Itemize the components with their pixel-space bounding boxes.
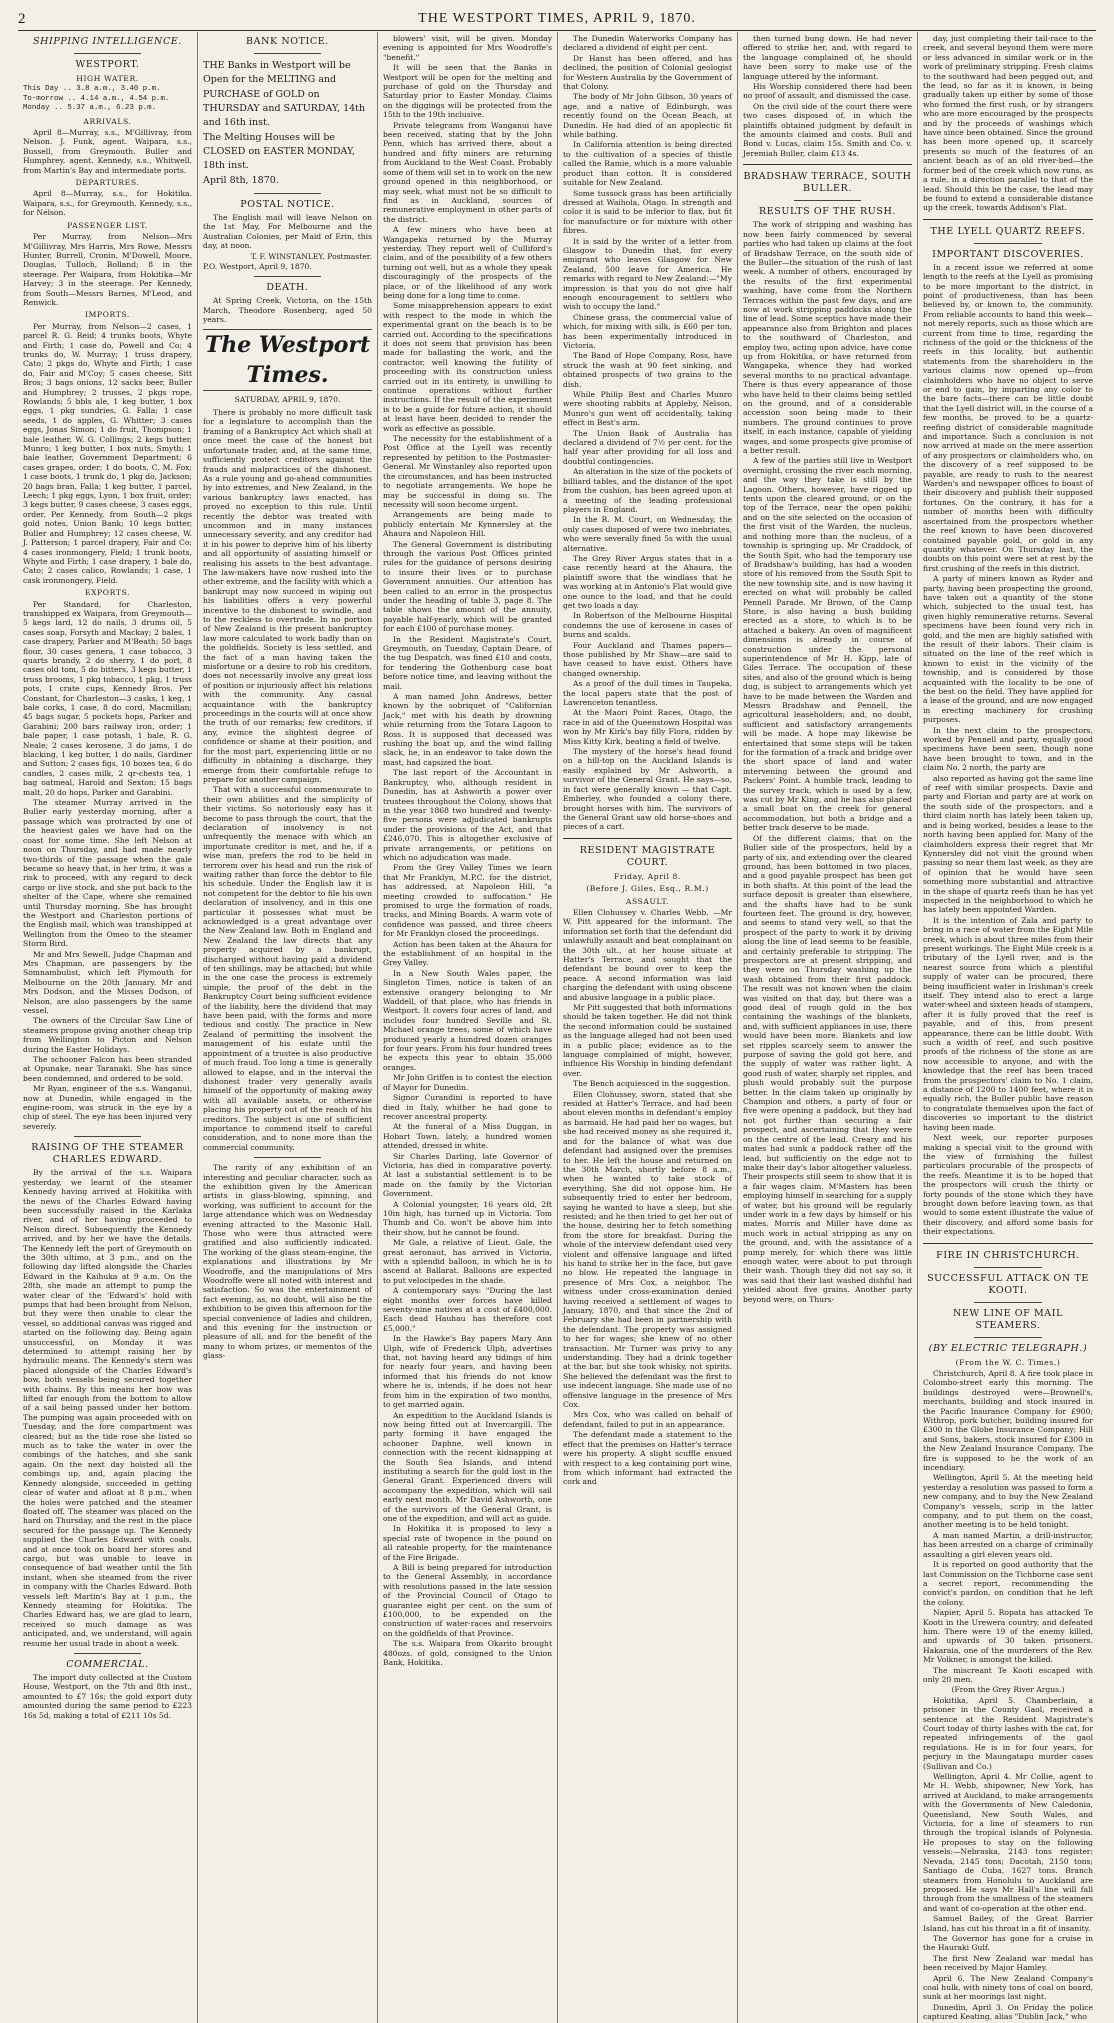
news-paragraph: The Union Bank of Australia has declared a dividend of 7½ per cent. for the half year after providing for all loss and doubtful contingencies. <box>563 428 732 466</box>
news-paragraph: A few miners who have been at Wangapeka returned by the Murray yesterday. They report well of Culliford's claim, and of the possibility of a few others turning out well, but as a whole they speak discouragingly of the prospects of the place, or of the likelihood of any work being done for a long time to come. <box>383 225 552 300</box>
news-paragraph: It will be seen that the Banks in Westport will be open for the melting and purchase of gold on the Thursday and Saturday prior to Easter Monday. Claims on the diggings will be protected from the 15th to the 19th inclusive. <box>383 63 552 120</box>
news-paragraph: A man named John Andrews, better known by the sobriquet of "Californian Jack," met with his death by drowning while returning from the Totara Lagoon to Ross. It is supposed that deceased was rushing the boat up, and the wind falling slack, he, in an endeavor to take down the mast, had capsized the boat. <box>383 692 552 767</box>
news-paragraph: While Philip Best and Charles Munro were shooting rabbits at Appleby, Nelson, Munro's gun went off accidentally, taking effect in Best's arm. <box>563 390 732 428</box>
lyell-paragraph: A party of miners known as Ryder and party, having been prospecting the ground, have taken out a quantity of the stone which, subjected to the usual test, has given highly remunerative returns. Several specimens have been found very rich in gold, and the men are highly satisfied with the result of their labors. Their claim is situated on the line of the reef which is known to exist in the vicinity of the township, and is considered by those acquainted with the locality to be one of the best on the field. They have applied for a lease of the ground, and are now engaged in erecting machinery for crushing purposes. <box>923 574 1093 725</box>
commercial-heading: COMMERCIAL. <box>66 1659 149 1670</box>
exports-text: Per Standard, for Charleston, transhipped ex Waipara, from Greymouth—5 kegs lard, 12 do nails, 3 drums oil, 5 cases soap, Forsyth and Mackay; 2 bales, 1 case drapery, Parker and M'Beath; 50 bags flour, 30 cases genera, 1 case tobacco, 3 quarts brandy, 2 do sherry, 1 do port, 8 cases old tom, 5 do bitters, 3 kegs butter, 1 truss brooms, 1 pkg tobacco, 1 pkg, 1 truss pots, 1 crate cups, Kennedy Bros. Per Constant, for Charleston—3 casks, 1 keg, 1 bale corks, 1 case, 8 do cord, Macmillan; 45 bags sugar, 5 pockets hops, Parker and Garabini; 200 bars railway iron, order; 1 bale paper, 1 case potash, 1 bale, R. G. Neale; 2 cases kerosene, 3 do jams, 1 do blacking, 1 keg butter, 1 do nails, Gardiner and Sutton; 2 cases figs, 10 boxes tea, 6 do candles, 2 cases milk, 2 qr-chests tea, 1 bag oatmeal, Harold and Sexton; 15 bags malt, 20 do hops, Parker and Garabini. <box>23 599 192 797</box>
departures-heading: DEPARTURES. <box>75 178 140 188</box>
high-water-heading: HIGH WATER. <box>76 74 139 83</box>
news-paragraph: The body of Mr John Gibson, 30 years of age, and a native of Edinburgh, was recently found on the Ocean Beach, at Dunedin. He had died of an apoplectic fit while bathing. <box>563 92 732 140</box>
imports-heading: IMPORTS. <box>85 310 130 320</box>
news-paragraph: As a proof of the dull times in Taupeka, the local papers state that the post of Lawrenceton tenantless. <box>563 679 732 708</box>
news-paragraph: At the Maori Point Races, Otago, the race in aid of the Queenstown Hospital was won by Mr Kirk's bay filly Flora, ridden by Miss Kitty Kirk, beating a field of twelve. <box>563 708 732 746</box>
news-paragraph: Chinese grass, the commercial value of which, for mixing with silk, is £60 per ton, has been experimentally introduced in Victoria. <box>563 312 732 350</box>
court-paragraph: Ellen Clohussey, sworn, stated that she resided at Hatter's Terrace, and had been about eleven months in defendant's employ as barmaid. He had paid her no wages, but she had received money as she required it, and for the balance of what was due defendant had assigned over the premises to her. He left the house and returned on the 30th March, shortly before 8 a.m., when he wanted to take stock of everything. She did not oppose him. He subsequently tried to enter her bedroom, saying he wanted to have a sleep, but she resisted; and he then tried to get her out of the house, desiring her to fetch something from the store for breakfast. During the whole of the interview defendant used very violent and offensive language and lifted his hand to strike her in the face, but gave no blow. He repeated the language in presence of Mrs Cox, a neighbor. The witness under cross-examination denied having received a settlement of wages to January, 1870, and that since the 2nd of February she had been in partnership with the defendant. The property was assigned to her for wages; she knew of no other transaction. Mr Turner was privy to any understanding. They had a drink together at the bar, but she took whisky, not spirits. She believed the defendant was the first to use indecent language. She made use of no offensive language in the presence of Mrs Cox. <box>563 1089 732 1410</box>
news-paragraph: In Hokitika it is proposed to levy a special rate of twopence in the pound on all rateable property, for the maintenance of the Fire Brigade. <box>383 1524 552 1562</box>
edward-text: By the arrival of the s.s. Waipara yesterday, we learnt of the steamer Kennedy having arrived at Hokitika with the news of the Charles Edward having been successfully raised in the Karlaka river, and of her having proceeded to Nelson direct. Subsequently the Kennedy arrived, and by her we have the details. The Kennedy left the port of Greymouth on the 30th ultimo, at 3 p.m., and on the following day lifted alongside the Charles Edward in the Kaihuka at 9 a.m. On the 28th, she made an attempt to pump the water clear of the 'Edward's' hold with pumps that had been brought from Nelson, but they were then unable to clear the vessel, so additional canvas was rigged and started on the following day. Being again unsuccessful, on Monday it was determined to attempt raising her by hydraulic means. The Kennedy's stern was placed alongside of the Charles Edward's bow, both vessels being secured together with chains. By this means her bow was lifted far enough from the bottom to allow of a sail being passed under her bottom. The pumping was again proceeded with on Tuesday, and the fore compartment was cleared; but as the tide rose she listed so much as to take the water in over the combings of the hatches, and she sank again. On the next day hoisted all the combings up, and, again placing the Kennedy alongside, succeeded in getting clear of water and afloat at 8 p.m., when the holes were patched and the steamer floated off. The steamer was placed on the hard on Thursday, and the rest in the place secured for the passage up. The Kennedy supplied the Charles Edward with coals, and at once took on board her stores and cargo, but was unable to leave in consequence of bad weather until the 5th instant, when she steamed from the river in company with the Charles Edward. Both vessels left Martin's Bay at 1 p.m., the Kennedy steaming for Hokitika. The Charles Edward has, we are glad to learn, received so much damage as was anticipated, and, we understand, will again resume her usual trade in about a week. <box>23 1168 192 1648</box>
news-paragraph: Four Auckland and Thames papers—those published by Mr Shaw—are said to have ceased to have exist. Others have changed ownership. <box>563 640 732 678</box>
telegram-paragraph: The first New Zealand war medal has been received by Major Hamley. <box>923 1953 1093 1973</box>
passengers-heading: PASSENGER LIST. <box>67 220 148 230</box>
court-paragraph: On the civil side of the court there were two cases disposed of, in which the plaintiffs obtained judgment by default in the amounts claimed and costs. Bull and Bond v. Lucas, claim 15s. Smith and Co. v. Jeremiah Buller, claim £13 4s. <box>743 101 912 158</box>
news-paragraph: Dr Hanst has been offered, and has declined, the position of Colonial geologist for Western Australia by the Government of that Colony. <box>563 53 732 92</box>
news-paragraph: The s.s. Waipara from Okarito brought 480ozs. of gold, consigned to the Union Bank, Hokitika. <box>383 1639 552 1668</box>
shipping-heading: SHIPPING INTELLIGENCE. <box>33 36 182 47</box>
news-paragraph: In the Hawke's Bay papers Mary Ann Ulph, wife of Frederick Ulph, advertises that, not having heard any tidings of him for nearly four years, and having been informed that his friends do not know where he is, intends, if he does not hear from him in the expiration of two months, to get married again. <box>383 1334 552 1410</box>
column-3 <box>378 32 558 2023</box>
news-paragraph: An alteration in the size of the pockets of billiard tables, and the distance of the spot from the cushion, has been agreed upon at a meeting of the leading professional players in England. <box>563 467 732 514</box>
court-paragraph: then turned bung down. He had never offered to strike her, and, with regard to the language complained of, he should have been sorry to make use of the language uttered by the informant. <box>743 34 912 81</box>
lyell-paragraph: In the next claim to the prospectors, worked by Pennell and party, equally good specimens have been seen, though none have been brought to town, and in the claim No. 2 north, the party are <box>923 725 1093 773</box>
fire-heading: FIRE IN CHRISTCHURCH. <box>936 1249 1080 1261</box>
mail-heading: NEW LINE OF MAIL STEAMERS. <box>952 1307 1063 1331</box>
telegram-paragraph: April 6. The New Zealand Company's coal hulk, with ninety tons of coal on board, sunk at her moorings last night. <box>923 1973 1093 2002</box>
news-paragraph: Action has been taken at the Ahaura for the establishment of an hospital in the Grey Valley. <box>383 939 552 968</box>
telegram-paragraph: Wellington, April 5. At the meeting held yesterday a resolution was passed to form a new company, and to buy the New Zealand Company's vessels, scrip in the latter company, and to put them on the coast, another meeting is to be held tonight. <box>923 1473 1093 1530</box>
column-5 <box>738 32 918 2023</box>
news-paragraph: The Band of Hope Company, Ross, have struck the wash at 90 feet sinking, and obtained prospects of two grains to the dish. <box>563 351 732 389</box>
telegram-paragraph: A man named Martin, a drill-instructor, has been arrested on a charge of criminally assaulting a girl eleven years old. <box>923 1530 1093 1559</box>
leader-paragraph: That with a successful commensurate to their own abilities and the simplicity of their victims. So notoriously easy has it become to pass through the court, that the declaration of insolvency is not unfrequently the menace with which an importunate creditor is met, and he, if a wise man, prefers the rod to be held in terrorem over his head and run the risk of waiting rather than force the debtor to file his schedule. Under the English law it is not competent for the debtor to file his own declaration of insolvency, and in this one particular it possesses what must be acknowledged is a great advantage over the New Zealand law. Both in England and New Zealand the law directs that any property acquired by a bankrupt, discharged without having paid a dividend of ten shillings, may be attached; but while in the one case the process is extremely simple, the proof of the debt in the Bankruptcy Court being sufficient evidence of the liability, here the dividend that may have been paid, with the forms and more tedious and costly. The practice in New Zealand of permitting the insolvent the management of his estate until the appointment of a trustee is also productive of much fraud. Too long a time is generally allowed to elapse, and in the interval the dishonest trader very generally avails himself of the opportunity of making away with all available assets, or otherwise placing his property out of the reach of his creditors. The subject is one of sufficient importance to commend itself to careful consideration, and to none more than the commercial community. <box>203 785 372 1152</box>
bank-notice-line: PURCHASE of GOLD on THURSDAY and SATURDAY, 14th and 16th inst. <box>203 89 366 128</box>
tide-row: This Day .. 3.8 a.m., 3.40 p.m. <box>23 85 161 94</box>
edward-heading: RAISING OF THE STEAMER CHARLES EDWARD. <box>31 1142 184 1166</box>
leader-paragraph: There is probably no more difficult task for a legislature to accomplish than the framing of a Bankruptcy Act which shall at once meet the case of the honest but unfortunate trader, and, at the same time, sufficiently protect creditors against the frauds and malpractices of the dishonest. As a rule young and go-ahead communities by into extremes, and New Zealand, in the various bankruptcy laws enacted, has proved no exception to this rule. Until recently the debtor was treated with uncommon and in many instances unnecessary severity, and any creditor had it in his power to deprive him of his liberty and all opportunity of assisting himself or realising his assets to the best advantage. The law-makers have now rushed into the other extreme, and the facility with which a bankrupt may now succeed in wiping out his liabilities offers a very powerful incentive to the dishonest to swindle, and to the reckless to overtrade. In no portion of New Zealand is the present bankruptcy law more calculated to work badly than on the goldfields. Society is less settled, and the fact of a man having taken the misfortune or a desire to rob his creditors, does not necessarily involve any great loss of position or injuriously affect his relations with the community. Any casual acquaintance with the bankruptcy proceedings in the courts will at once show the truth of our remarks; few creditors, if any, evince the slightest degree of confidence or shame at their position, and for the most part, experiencing little or no difficulty in obtaining a discharge, they emerge from their comfortable refuge to prepare for another campaign. <box>203 408 372 784</box>
telegram-paragraph: Hokitika, April 5. Chamberlain, a prisoner in the County Gaol, received a sentence at the Resident Magistrate's Court today of thirty lashes with the cat, for repeated infringements of the gaol regulations. He is in for four years, for perjury in the Maungatapu murder cases (Sullivan and Co.) <box>923 1695 1093 1771</box>
court-heading: RESIDENT MAGISTRATE COURT. <box>579 844 716 868</box>
news-paragraph: The owners of the Circular Saw Line of steamers propose giving another cheap trip from Wellington to Picton and Nelson during the Easter Holidays. <box>23 1016 192 1054</box>
bradshaw-heading: BRADSHAW TERRACE, SOUTH BULLER. <box>743 171 912 195</box>
masthead-title: THE WESTPORT TIMES, APRIL 9, 1870. <box>418 11 696 26</box>
lyell-heading: THE LYELL QUARTZ REEFS. <box>930 225 1086 237</box>
arrivals-heading: ARRIVALS. <box>83 116 132 126</box>
passengers-text: Per Murray, from Nelson—Mrs M'Gillivray, Mrs Harris, Mrs Rowe, Messrs Hunter, Burrell, Cronin, M'Dowell, Moore, Douglas, Tulloch, Bolland; 8 in the steerage. Per Waipara, from Hokitika—Mr Harvey; 3 in the steerage. Per Kennedy, from South—Messrs Barnes, M'Leod, and Renwick. <box>23 232 192 307</box>
paper-title: The Westport Times. <box>203 329 372 391</box>
port-heading: WESTPORT. <box>75 59 140 70</box>
bradshaw-paragraph: A few of the parties still live in Westport overnight, crossing the river each morning, and the way they take is still by the Lagoon. Others, however, have rigged up tents upon the cleared ground, or on the top of the Terrace, near the open pakihi; and on the site selected on the occasion of the first visit of the Warden, the nucleus, and nothing more than the nucleus, of a township is springing up. Mr Craddock, of the South Spit, who had the temporary use of Bradshaw's building, has had a wooden store of his removed from the South Spit to the new township site, and is now having it erected on what will probably be called Pennell Parade. Mr Brown, of the Camp Store, is also having a bush building erected as a store, to which is to be attached a bakery. An oven of magnificent dimensions is already in course of construction under the personal superintendence of Mr H. Kipp, late of Giles Terrace. The occupation of these sites, and also of the ground which is being dug, is subject to arrangements which yet have to be made between the Warden and Messrs Bradshaw and Pennell, the agricultural leaseholders; and, no doubt, sufficient and satisfactory arrangements will be made. A hope may likewise be entertained that some steps will be taken for the formation of a track and bridge over the short space of land and water intervening between the ground and Packers' Point. A humble track, leading to the survey track, which is used by a few, was cut by Mr King, and he has also placed a small boat on the creek for general accommodation, but both a bridge and a better track deserve to be made. <box>743 456 912 833</box>
news-paragraph: The schooner Falcon has been stranded at Opunake, near Taranaki. She has since been condemned, and ordered to be sold. <box>23 1055 192 1083</box>
commercial-text: The import duty collected at the Custom House, Westport, on the 7th and 8th inst., amounted to £7 16s; the gold export duty amounted during the same period to £223 16s 5d, making a total of £211 10s 5d. <box>23 1673 192 1720</box>
news-paragraph: It is said by the writer of a letter from Glasgow to Dunedin that, for every emigrant who leaves Glasgow for New Zealand, 500 leave for America. He remarks with regard to New Zealand:—"My impression is that you do not give half enough encouragement to settlers who wish to occupy the land." <box>563 236 732 312</box>
death-notice: At Spring Creek, Victoria, on the 15th March, Theodore Rosenberg, aged 50 years. <box>203 296 372 325</box>
masthead <box>18 8 1096 31</box>
news-paragraph: The Grey River Argus states that in a case recently heard at the Ahaura, the plaintiff swore that the windlass that he was working at in Antonio's Flat would give one ounce to the load, and that he could get two loads a day. <box>563 553 732 610</box>
bank-notice-heading: BANK NOTICE. <box>246 36 329 47</box>
death-heading: DEATH. <box>266 282 309 294</box>
tide-row: To-morrow .. 4.14 a.m., 4.54 p.m. <box>23 94 170 103</box>
news-paragraph: From the Grey Valley Times we learn that Mr Franklyn, M.P.C. for the district, has addressed, at Napoleon Hill, "a meeting crowded to suffocation." He promised to urge the formation of roads, tracks, and Mining Boards. A warm vote of confidence was passed, and three cheers for Mr Franklyn closed the proceedings. <box>383 863 552 939</box>
bradshaw-subheading: RESULTS OF THE RUSH. <box>759 206 896 218</box>
telegram-paragraph: Dunedin, April 3. On Friday the police captured Keating, alias "Dublin Jack," who <box>923 2002 1093 2022</box>
paper-date: SATURDAY, APRIL 9, 1870. <box>234 394 341 404</box>
kooti-heading: SUCCESSFUL ATTACK ON TE KOOTI. <box>927 1272 1089 1296</box>
news-paragraph: The steamer Murray arrived in the Buller early yesterday morning, after a passage which was protracted by one of the heaviest gales we have had on the coast for some time. She left Nelson at noon on Thursday, and had made nearly two-thirds of the passage when the gale became so heavy that, in her trim, it was a risk to proceed, with any regard to deck cargo or live stock, and she put back to the shelter of the Cape, where she remained until Thursday morning. She has brought the Westport and Charleston portions of the English mail, which was transhipped at Wellington from the Omeo to the steamer Storm Bird. <box>23 798 192 949</box>
telegram-source: (From the Grey River Argus.) <box>951 1685 1065 1695</box>
departures-text: April 8—Murray, s.s., for Hokitika. Waipara, s.s., for Greymouth. Kennedy, s.s., for Nelson. <box>23 189 192 218</box>
bank-notice-date: April 8th, 1870. <box>203 175 279 186</box>
postal-notice-heading: POSTAL NOTICE. <box>240 199 335 210</box>
news-paragraph: blowers' visit, will be given. Monday evening is appointed for Mrs Woodroffe's "benefit." <box>383 34 552 62</box>
court-paragraph: Mr Pitt suggested that both informations should be taken together. He did not think the second information could be sustained as the language alleged had not been used in a public place; evidence as to the language complained of might, however, influence His Worship in binding defendant over. <box>563 1003 732 1078</box>
imports-text: Per Murray, from Nelson—2 cases, 1 parcel R. G. Reid; 4 trunks boots, Whyte and Firth; 1 case do, Powell and Co; 4 trunks do, W. Murray; 1 truss drapery, Cato; 2 pkgs do, Whyte and Firth; 1 case do, Fair and M'Coy; 5 cases cheese, Sitt Bros; 3 bags onions, 12 sacks beer, Buller and Humphrey; 2 trusses, 2 pkgs rope, Rowlands; 5 bbls ale, 1 keg butter, 1 box eggs, 1 pkg sundries, G. Falla; 1 case seeds, 1 do apples, G. Whitter; 3 cases eggs, Jonas Simon; 1 do fruit, Thompson; 1 bale leather, W. G. Collings; 2 kegs butter, Munro; 1 keg butter, 1 box nuts, Smyth; 1 bale leather, Government Department; 6 cases grapes, order; 1 do boots, C. M. Fox; 1 case boots, 1 trunk do, 1 pkg do, Jackson; 20 bags bran, Falla; 1 keg butter, 1 parcel, Leech; 1 pkg eggs, Lyon, 1 box fruit, order; 3 kegs butter, 9 cases cheese, 3 cases eggs, order. Per Kennedy, from South—2 pkgs gold notes, Union Bank; 10 kegs butter, Buller and Humphrey; 12 cases cheese, W. J. Patterson; 1 parcel drapery, Fair and Co; 4 cases ironmongery, Field; 1 trunk boots, Whyte and Firth; 1 case drapery, 1 bale do, Cato; 2 cases calico, Rowlands; 1 case, 1 cask ironmongery, Field. <box>23 321 192 585</box>
news-paragraph: In California attention is being directed to the cultivation of a species of thistle called the Ramie, which is a more valuable product than cotton. It is considered suitable for New Zealand. <box>563 140 732 188</box>
news-paragraph: Arrangements are being made to publicly entertain Mr Kynnersley at the Ahaura and Napoleon Hill. <box>383 510 552 539</box>
news-paragraph: A Bill is being prepared for introduction to the General Assembly, in accordance with resolutions passed in the late session of the Provincial Council of Otago to guarantee eight per cent. on the sum of £100,000, to be expended on the construction of water-races and reservoirs on the goldfields of that Province. <box>383 1563 552 1638</box>
postal-notice-date: P.O. Westport, April 9, 1870. <box>203 262 312 272</box>
news-paragraph: Some misapprehension appears to exist with respect to the mode in which the experimental grant on the beach is to be carried out. According to the specifications it does not seem that provision has been made for ballasting the work, and the contractor, well knowing the futility of proceeding with its construction unless carried out in its entirety, is unwilling to continue operations without further instructions. If the result of the experiment is to be a guide for future action, it should at least have been decided to render the work as effective as possible. <box>383 301 552 433</box>
news-paragraph: An expedition to the Auckland Islands is now being fitted out at Invercargill. The party forming it have engaged the schooner Daphne, well known in connection with the recent kidnapping at the South Sea Islands, and intend instituting a search for the gold lost in the General Grant. Experienced divers will accompany the expedition, which will sail early next month. Mr David Ashworth, one of the survivors of the General Grant, is one of the expedition, and will act as guide. <box>383 1410 552 1523</box>
news-paragraph: The last report of the Accountant in Bankruptcy, who, although resident in Dunedin, has at Ashworth a power over trustees throughout the Colony, shows that in the year 1868 two hundred and twenty-five persons were adjudicated bankrupts under the provisions of the Act, and that £246,070. This is altogether exclusive of private arrangements, or petitions on which no adjudication was made. <box>383 768 552 862</box>
telegram-paragraph: Samuel Bailey, of the Great Barrier Island, has cut his throat in a fit of insanity. <box>923 1914 1093 1933</box>
postal-notice-signature: T. F. WINSTANLEY, Postmaster. <box>250 251 372 261</box>
news-paragraph: At the funeral of a Miss Duggan, in Hobart Town, lately, a hundred women attended, dressed in white. <box>383 1122 552 1151</box>
columns <box>18 32 1098 2022</box>
telegram-paragraph: The Governor has gone for a cruise in the Hauraki Gulf. <box>923 1933 1093 1953</box>
news-paragraph: Some tussock grass has been artificially dressed at Waihola, Otago. In strength and color it is said to be inferior to flax, but fit for manufacture or for mixture with other fibres. <box>563 188 732 236</box>
news-paragraph: In Robertson of the Melbourne Hospital condemns the use of kerosene in cases of burns and scalds. <box>563 611 732 640</box>
court-paragraph: His Worship considered there had been no proof of assault, and dismissed the case. <box>743 82 912 101</box>
telegram-paragraph: It is reported on good authority that the last Commission on the Tichborne case sent a secret report, recommending the convict's pardon, on condition that he left the colony. <box>923 1560 1093 1607</box>
exports-heading: EXPORTS. <box>84 588 131 598</box>
lyell-paragraph: Next week, our reporter purposes making a special visit to the ground with the view of furnishing the fullest particulars procurable of the prospects of the reefs. Meantime it is to be hoped that the prospectors will crush the thirty or forty pounds of the stone which they have brought down before leaving town, as that would to some extent illustrate the value of their discovery, and afford some basis for their expectations. <box>923 1133 1093 1237</box>
news-paragraph: Mr Ryan, engineer of the s.s. Wanganui, now at Dunedin, while engaged in the engine-room, was struck in the eye by a chip of steel. The eye has been injured very severely. <box>23 1084 192 1131</box>
news-paragraph: Mr Gale, a relative of Lieut. Gale, the great aeronaut, has arrived in Victoria, with a splendid balloon, in which he is to ascend at Ballarat. Balloons are expected to put velocipedes in the shade. <box>383 1238 552 1285</box>
telegram-paragraph: Wellington, April 4. Mr Collie, agent to Mr H. Webb, shipowner, New York, has arrived at Auckland, to make arrangements with the Governments of New Caledonia, Queensland, New South Wales, and Victoria, for a line of steamers to run through the tropical islands of Polynesia. He proposes to stay on the following vessels:—Nebraska, 2143 tons register; Nevada, 2145 tons; Dacotah, 2150 tons; Santiago de Cuba, 1627 tons. Branch steamers from Honolulu to Auckland are proposed. He says Mr Hall's line will fall through from the smallness of the steamers and want of co-operation at the other end. <box>923 1772 1093 1913</box>
news-paragraph: A contemporary says: "During the last eight months over forces have killed seventy-nine natives at a cost of £400,000. Each dead Hauhau has therefore cost £5,000." <box>383 1286 552 1333</box>
leader-paragraph: The rarity of any exhibition of an interesting and peculiar character, such as the exhibition given by the American artists in glass-blowing, spinning, and working, was sufficient to account for the large attendance which was on Wednesday evening attracted to the Masonic Hall. Those who were thus attracted were gratified and also sufficiently indicated. The working of the glass steam-engine, the explanations and illustrations by Mr Woodroffe, and the manipulations of Mrs Woodroffe were all noted with interest and satisfaction. So was the entertainment of fact evening, as, no doubt, will also be the exhibition to be given this afternoon for the special convenience of ladies and children, and this evening for the instruction or pleasure of all, and for the benefit of the many to whom prizes, or mementos of the glass- <box>203 1163 372 1361</box>
court-subheading: ASSAULT. <box>625 896 670 906</box>
bank-notice-line: The Melting Houses will be CLOSED on EASTER MONDAY, 18th inst. <box>203 132 356 171</box>
court-date: Friday, April 8. <box>614 871 681 881</box>
court-paragraph: Mrs Cox, who was called on behalf of defendant, failed to put in an appearance. <box>563 1410 732 1429</box>
bank-notice-line: THE Banks in Westport will be Open for the MELTING and <box>203 60 351 85</box>
lyell-paragraph: also reported as having got the same line of reef with similar prospects. Davie and party and Florian and party are at work on the south side of the prospectors, and a third claim north has lately been taken up, and is being worked, besides a lease to the north having been applied for. Many of the claimholders express their regret that Mr Kynnersley did not visit the ground when passing so near them last week, as they are of opinion that he would have seen something more substantial and attractive in the shape of quartz reefs than he has yet inspected in the neighborhood to which he has lately been appointed Warden. <box>923 773 1093 915</box>
news-paragraph: In the Resident Magistrate's Court, Greymouth, on Tuesday, Captain Deare, of the tug Despatch, was fined £10 and costs, for tendering the Gothenburg case boat before notice time, and leaving without the mail. <box>383 634 552 691</box>
telegram-paragraph: Christchurch, April 8. A fire took place in Colombo-street early this morning. The buildings destroyed were—Brownell's, merchants, building and stock insured in the Pacific Insurance Company for £900; Withrop, pork butcher, building insured for £300 in the Globe Insurance Company; Hill and Sons, bakers, stock insured for £300 in the New Zealand Insurance Company. The fire is supposed to be the work of an incendiary. <box>923 1368 1093 1473</box>
court-paragraph: The Bench acquiesced in the suggestion. <box>573 1079 731 1089</box>
lyell-paragraph: In a recent issue we referred at some length to the reefs at the Lyell as promising to be more important to the district, in point of productiveness, than has been believed by, or known to, the community. From reliable accounts to hand this week—not merely reports, such as those which are current from time to time, regarding the richness of the gold or the thickness of the reefs in this locality, but authentic statements from the shareholders in the various claims now opened up—from claimholders who have no object to serve or end to gain, by imparting any color to the bare facts—there can be little doubt that the Lyell district will, in the course of a few months, be proved to be a quartz-reefing district of considerable magnitude and importance. Such a conclusion is not now arrived at made on the mere assertion of any prospectors or claimholders who, on the discovery of a reef supposed to be payable, are ready to rush to the nearest Warden's and newspaper offices to boast of their discovery and publish their supposed fortunes. On the contrary, it has for a number of months been with difficulty ascertained from the prospectors whether the reef known to have been discovered contained payable gold, or gold in any quantity whatever. On Thursday last, the doubts on this point were set at rest by the first crushing of the reefs in this district. <box>923 262 1093 573</box>
telegram-paragraph: The miscreant Te Kooti escaped with only 20 men. <box>923 1665 1093 1684</box>
news-paragraph: A Colonial youngster, 16 years old, 2ft 10in high, has turned up in Victoria. Tom Thumb and Co. won't be above him into their show, but he cannot be found. <box>383 1199 552 1237</box>
news-paragraph: Sir Charles Darling, late Governor of Victoria, has died in comparative poverty. At last a substantial settlement is to be made on the family by the Victorian Government. <box>383 1151 552 1199</box>
news-paragraph: Mr and Mrs Sewell, Judge Chapman and Mrs Chapman, are passengers by the Somnambulist, which left Plymouth for Melbourne on the 20th January. Mr and Mrs Dodson, and the Misses Dodson, of Nelson, are also passengers by the same vessel. <box>23 949 192 1015</box>
column-6 <box>918 32 1098 2023</box>
news-paragraph: In a New South Wales paper, the Singleton Times, notice is taken of an extensive orangery belonging to Mr Waddell, of that place, who has friends in Westport. It covers four acres of land, and includes four hundred Seville and St. Michael orange trees, some of which have produced yearly a hundred dozen oranges for four years. From his four hundred trees he expects this year to obtain 35,000 oranges. <box>383 968 552 1072</box>
bradshaw-paragraph: day, just completing their tail-race to the creek, and several beyond them were more or less advanced in similar work or in the work of preliminary stripping. Fresh claims to the southward had been pegged out, and the lead, so far as it is known, is being gradually taken up either by some of those who formed the first rush, or by strangers who are more encouraged by the prospects and by the proceeds of washings which have since been obtained. Since the ground has been more opened up, it scarcely presents so much of the features of an ancient beach as of an old river-bed—the former bed of the creek which now runs, as a rule, in a direction parallel to that of the lead. Should this be the case, the lead may be found to extend a considerable distance up the creek, towards Addison's Flat. <box>923 34 1093 213</box>
news-paragraph: In the R. M. Court, on Wednesday, the only cases disposed of were two inebriates, who were severally fined 5s with the usual alternative. <box>563 515 732 553</box>
lyell-paragraph: It is the intention of Zala and party to bring in a race of water from the Eight Mile creek, which is about three miles from their present workings. The Eight Mile creek is a tributary of the Lyell river, and is the nearest source from which a plentiful supply of water can be procured, there being insufficient water in Irishman's creek itself. They intend also to erect a large water-wheel and sixteen heads of stampers, after it is fully proved that the reef is payable, and of this, from present appearance, there can be little doubt. With such a width of reef, and such positive proofs of the richness of the stone as are now accessible to anyone, and with the knowledge that the reef has been traced from the prospectors' claim to No. 1 claim, a distance of 1200 to 1400 feet, where it is equally rich, the Buller public have reason to congratulate themselves upon the fact of discoveries so important to the district having been made. <box>923 915 1093 1132</box>
arrivals-text: April 8—Murray, s.s., M'Gillivray, from Nelson. J. Funk, agent. Waipara, s.s., Bussell, from Greymouth. Buller and Humphrey, agent. Kennedy, s.s., Whitwell, from Martin's Bay and intermediate ports. <box>23 128 192 175</box>
court-paragraph: Ellen Clohussey v. Charles Webb. —Mr W. Pitt appeared for the informant. The information set forth that the defendant did unlawfully assault and beat complainant on the 30th ult., at her house situate at Hatter's Terrace, and sought that the defendant be bound over to keep the peace. A second information was laid charging the defendant with using obscene and abusive language in a public place. <box>563 907 732 1002</box>
page-number: 2 <box>18 10 26 27</box>
court-bench: (Before J. Giles, Esq., R.M.) <box>586 884 709 894</box>
news-paragraph: The Dunedin Waterworks Company has declared a dividend of eight per cent. <box>563 34 732 53</box>
bradshaw-paragraph: Of the different claims, that on the Buller side of the prospectors, held by a party of six, and extending over the cleared ground, has been bottomed in two places, and a good payable prospect has been got in both shafts. At this point of the lead the surface deposit is greater than elsewhere, and the shafts have had to be sunk fourteen feet. The ground is dry, however, and seems to stand very well, so that the prospect of the party to work it by driving along the line of lead seems to be feasible, and certainly preferable to stripping. The prospectors are at present stripping, and they were on Thursday washing up the wash obtained from their first paddock. The result was not known when the claim was visited on that day, but there was a good deal of rough gold in the box containing the washings of the blankets, and, with sufficient appliances in use, there would have been more. Blankets and low set ripples scarcely seem to answer the purpose of saving the gold got here, and the supply of water was rather light. A good rush of water, sharply set ripples, and plush would probably suit the purpose better. In the claim taken up originally by Champion and others, a party of four or five were opening a paddock, but they had not got further than securing a fair prospect, and ascertaining that they were on the centre of the lead. Creary and his mates had sunk a paddock rather off the lead, but sufficiently on the edge not to make their day's labor altogether valueless. Their prospects still seem to show that it is a fair wages claim. M'Masters has been employing himself in searching for a supply of water, but his ground will be regularly under work in a few days by himself or his mates. Morris and Miller have done as much work in actual stripping as any on the ground, and, with the assistance of a pump merely, for which there was little enough water, were about to put through their wash. Though they did not say so, it was said that their last washed dishful had yielded about five grains. Another party beyond were, on Thurs- <box>743 833 912 1304</box>
news-paragraph: The necessity for the establishment of a Post Office at the Lyell was recently represented by petition to the Postmaster-General. Mr Winstanley also reported upon the circumstances, and has been instructed to negotiate arrangements. We hope he may be successful in doing so. The necessity will soon become urgent. <box>383 434 552 509</box>
telegraph-heading: (BY ELECTRIC TELEGRAPH.) <box>928 1342 1088 1354</box>
news-paragraph: Private telegrams from Wanganui have been received, stating that by the John Penn, which has arrived there, about a hundred and fifty miners are returning from Auckland to the West Coast. Probably some of them will set in to work on the new ground opened in this neighborhood, or may seek, what must not be so difficult to find as in Auckland, sources of remunerative employment in other parts of the district. <box>383 120 552 224</box>
news-paragraph: The mystery of the horse's head found on a hill-top on the Auckland Islands is easily explained by Mr Ashworth, a survivor of the General Grant. He says—so, in fact were generally known — that Capt. Emberley, who founded a colony there, brought horses with him. The survivors of the General Grant saw old horse-shoes and pieces of a cart. <box>563 747 732 832</box>
postal-notice-text: The English mail will leave Nelson on the 1st May, For Melbourne and the Australian Colonies, per Maid of Erin, this day, at noon. <box>203 213 372 251</box>
news-paragraph: Signor Curandini is reported to have died in Italy, whither he had gone to recover ancestral property. <box>383 1093 552 1121</box>
bradshaw-paragraph: The work of stripping and washing has now been fairly commenced by several parties who had taken up claims at the foot of Bradshaw Terrace, on the south side of the Buller—the situation of the rush of last week. A number of others, encouraged by the results of the first experimental washing, have come from the Northern Terraces within the past few days, and are now at work stripping paddocks along the line of lead. Some sceptics have made their appearance also from Brighton and places to the southward of Charleston, and employ two, acting upon advice, have come up from Hokitika, or have returned from Wangapeka, whence they had worked several months to no practical advantage. There is thus every appearance of those who have held to their claims being settled on the ground, and of a considerable accession soon being made to their numbers. The ground continues to prove itself, in each instance, capable of yielding wages, and some prospects give promise of a better result. <box>743 220 912 456</box>
court-paragraph: The defendant made a statement to the effect that the premises on Hatter's terrace were his property. A slight scuffle ensued with respect to a keg containing port wine, from which informant had extracted the cork and <box>563 1430 732 1487</box>
lyell-subheading: IMPORTANT DISCOVERIES. <box>932 248 1084 260</box>
tide-row: Monday .. 5.37 a.m., 6.23 p.m. <box>23 104 157 113</box>
column-2 <box>198 32 378 2023</box>
column-4 <box>558 32 738 2023</box>
news-paragraph: Mr John Griffen is to contest the election of Mayor for Dunedin. <box>383 1073 552 1092</box>
news-paragraph: The General Government is distributing through the various Post Offices printed rules for the guidance of persons desiring to insure their lives or to purchase Government annuities. Our attention has been called to an error in the prospectus under the heading of table 3, page 8. The table shows the amount of the annuity, payable half-yearly, which will be granted for each £100 of purchase money. <box>383 539 552 634</box>
telegram-paragraph: Napier, April 5. Ropata has attacked Te Kooti in the Urewera country, and defeated him. There were 19 of the enemy killed, and upwards of 30 taken prisoners. Hakaraia, one of the murderers of the Rev. Mr Volkner, is amongst the killed. <box>923 1608 1093 1665</box>
telegraph-source: (From the W. C. Times.) <box>955 1357 1061 1367</box>
column-1 <box>18 32 198 2023</box>
